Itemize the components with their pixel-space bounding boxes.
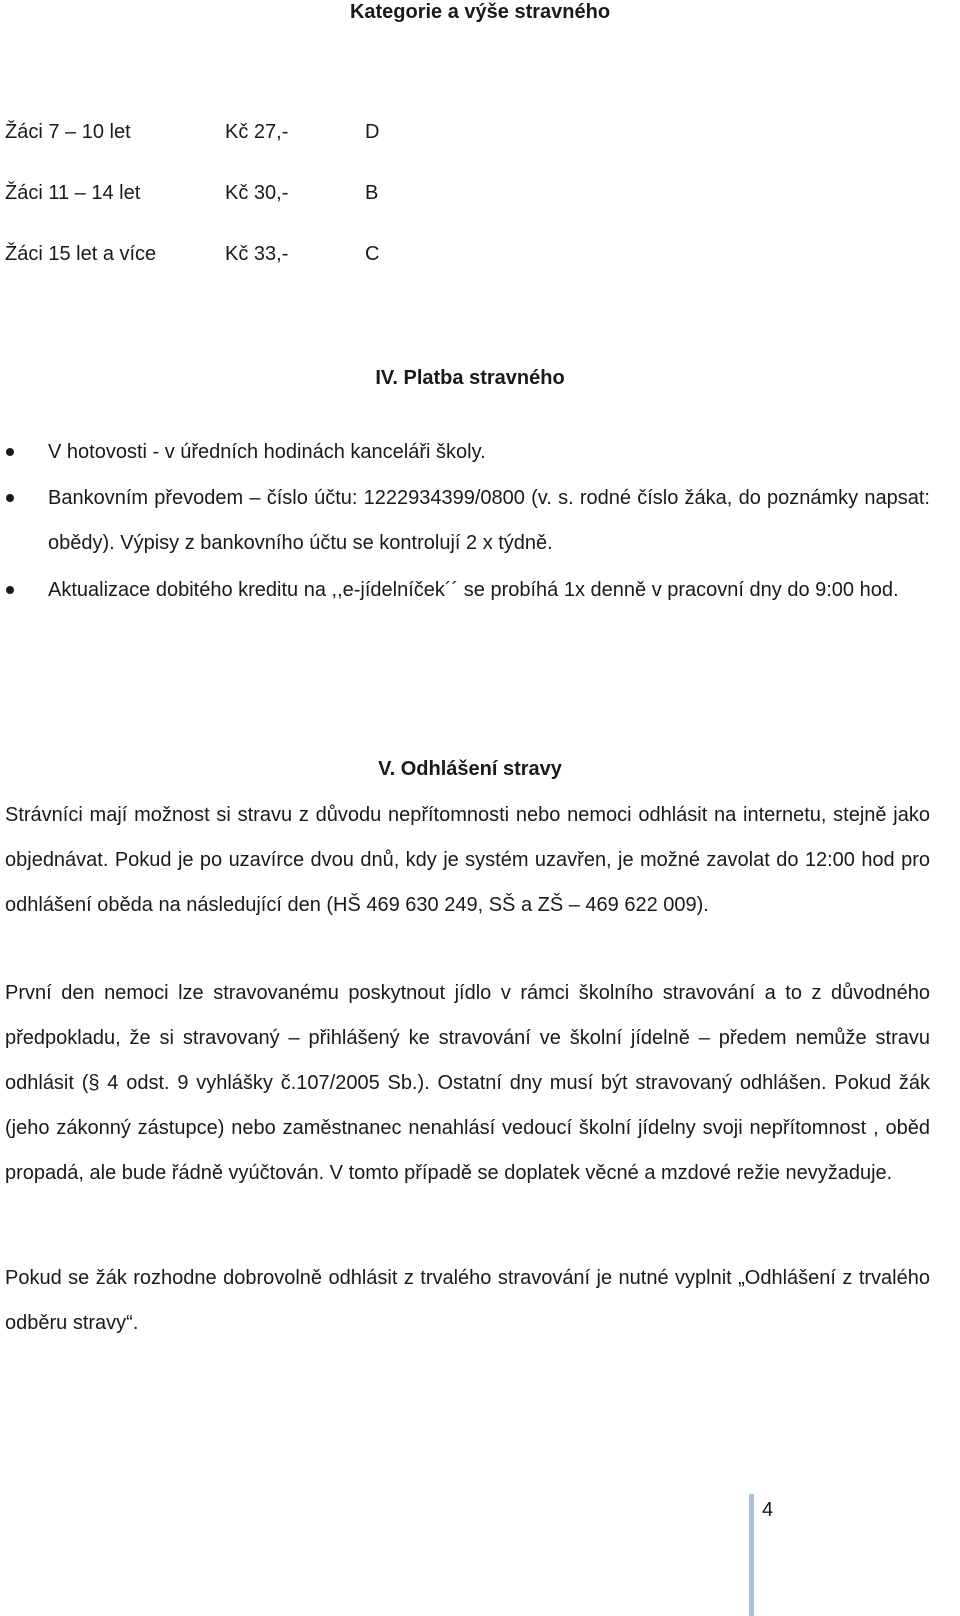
bullet-icon (6, 494, 14, 502)
category-group: Žáci 11 – 14 let (5, 182, 141, 204)
category-row (5, 178, 945, 208)
section-heading-cancellation: V. Odhlášení stravy (378, 758, 562, 780)
page-number-divider (749, 1494, 754, 1616)
category-row (5, 117, 945, 147)
bullet-icon (6, 586, 14, 594)
paragraph-first-day-illness: První den nemoci lze stravovanému poskytnout jídlo v rámci školního stravování a to z důvodného předpokladu, že si stravovaný – přihlášený ke stravování ve školní jídelně – předem nemůže stravu odhlásit (§ 4 odst. 9 vyhlášky č.107/2005 Sb.). Ostatní dny musí být stravovaný odhlášen. Pokud žák (jeho zákonný zástupce) nebo zaměstnanec nenahlásí vedoucí školní jídelny svoji nepřítomnost , oběd propadá, ale bude řádně vyúčtován. V tomto případě se doplatek věcné a mzdové režie nevyžaduje. (5, 982, 930, 1184)
category-code: D (365, 121, 380, 143)
category-price: Kč 33,- (225, 243, 289, 265)
category-code: C (365, 243, 380, 265)
category-group: Žáci 7 – 10 let (5, 121, 131, 143)
category-group: Žáci 15 let a více (5, 243, 157, 265)
bullet-item-cash: V hotovosti - v úředních hodinách kanceláři školy. (48, 441, 486, 463)
bullet-item-bank-transfer: Bankovním převodem – číslo účtu: 1222934399/0800 (v. s. rodné číslo žáka, do poznámky napsat: obědy). Výpisy z bankovního účtu se kontrolují 2 x týdně. (48, 487, 930, 554)
category-price: Kč 30,- (225, 182, 289, 204)
paragraph-permanent-cancellation: Pokud se žák rozhodne dobrovolně odhlásit z trvalého stravování je nutné vyplnit „Odhlášení z trvalého odběru stravy“. (5, 1267, 930, 1334)
bullet-icon (6, 448, 14, 456)
page-number: 4 (762, 1499, 774, 1521)
bullet-item-credit-update: Aktualizace dobitého kreditu na ,,e-jídelníček´´ se probíhá 1x denně v pracovní dny do 9:00 hod. (48, 579, 899, 601)
category-code: B (365, 182, 379, 204)
paragraph-cancellation-online: Strávníci mají možnost si stravu z důvodu nepřítomnosti nebo nemoci odhlásit na internetu, stejně jako objednávat. Pokud je po uzavírce dvou dnů, kdy je systém uzavřen, je možné zavolat do 12:00 hod pro odhlášení oběda na následující den (HŠ 469 630 249, SŠ a ZŠ – 469 622 009). (5, 804, 930, 916)
page-title: Kategorie a výše stravného (349, 1, 611, 23)
category-price: Kč 27,- (225, 121, 289, 143)
section-heading-payment: IV. Platba stravného (375, 367, 565, 389)
category-row (5, 239, 945, 269)
